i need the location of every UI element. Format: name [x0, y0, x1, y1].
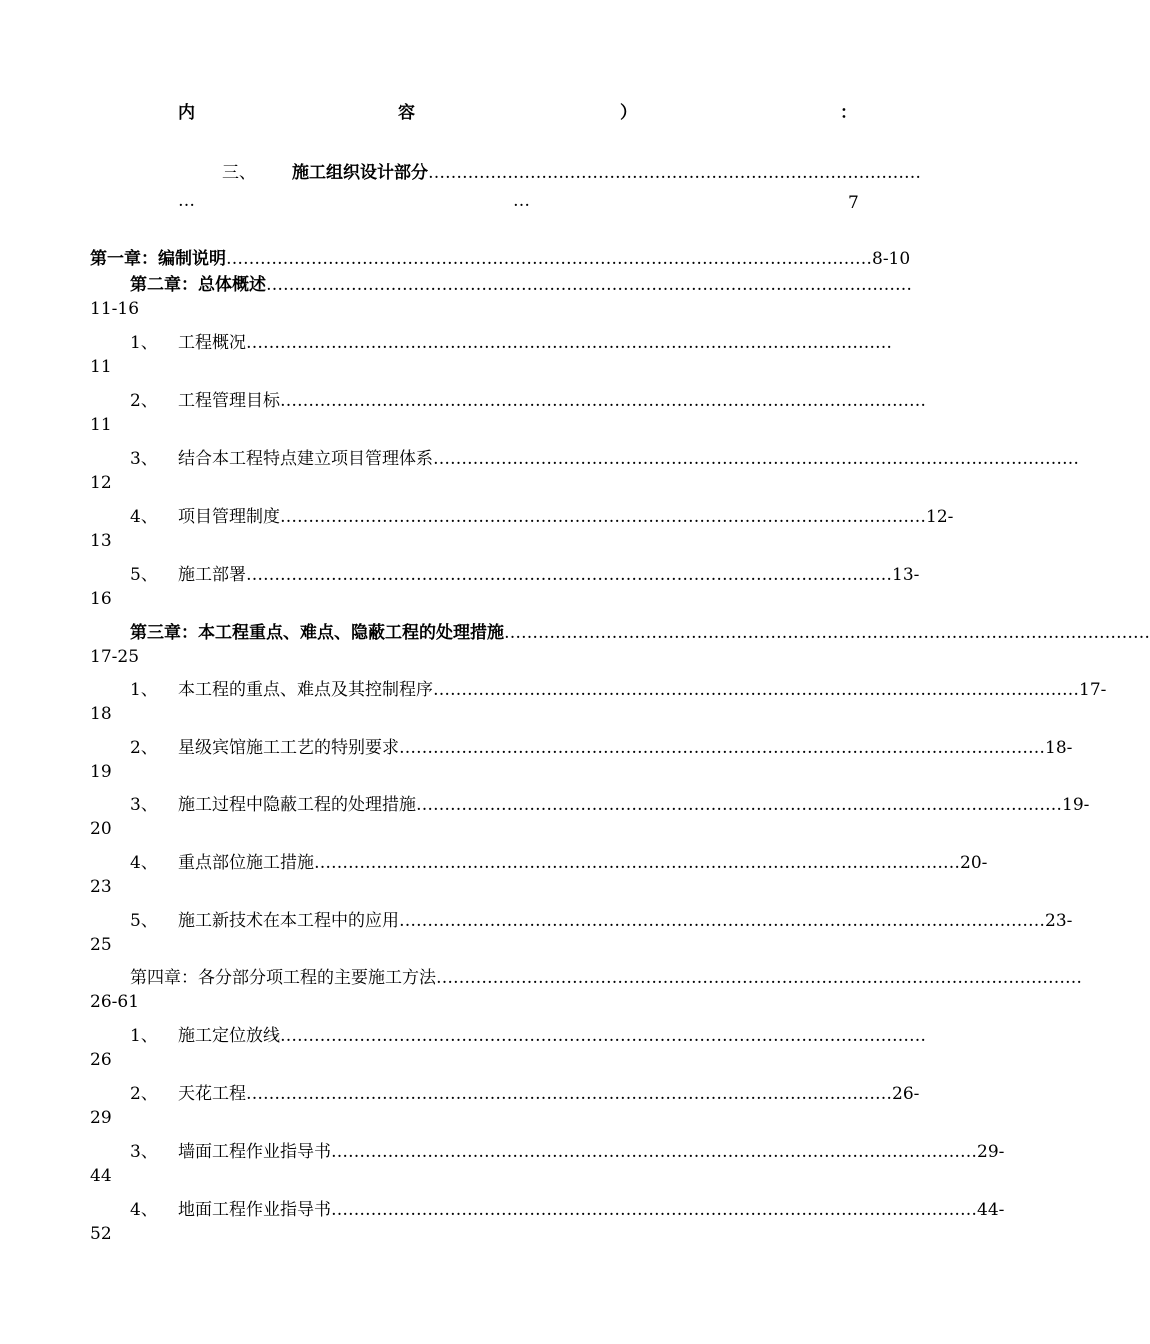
toc-item-title: 工程概况 — [178, 333, 246, 353]
toc-item-number: 1、 — [130, 333, 158, 353]
toc-item-title: 墙面工程作业指导书 — [178, 1142, 331, 1162]
toc-item-title: 重点部位施工措施 — [178, 853, 314, 873]
toc-leader-dots: …………………………………………………………………………………………………… — [314, 853, 960, 873]
toc-item-title: 施工部署 — [178, 565, 246, 585]
toc-item-number: 4、 — [130, 507, 158, 527]
toc-item-page-start: 12- — [926, 507, 954, 527]
toc-leader-dots: …………………………………………………………………………… — [428, 163, 921, 183]
toc-part-3-dots-left: … — [178, 191, 195, 211]
toc-leader-dots: …………………………………………………………………………………………………… — [331, 1200, 977, 1220]
toc-leader-dots: …………………………………………………………………………………………………… — [399, 911, 1045, 931]
toc-part-3-page: 7 — [848, 193, 859, 213]
toc-part-3-number: 三、 — [222, 163, 256, 183]
heading-char-2: 容 — [398, 103, 415, 123]
toc-item-number: 5、 — [130, 565, 158, 585]
toc-chapter-1[interactable] — [90, 246, 911, 270]
toc-leader-dots: …………………………………………………………………………………………………… — [266, 275, 912, 295]
toc-item[interactable] — [130, 388, 926, 412]
toc-item-number: 1、 — [130, 680, 158, 700]
toc-item-number: 3、 — [130, 1142, 158, 1162]
toc-item[interactable] — [130, 735, 1073, 759]
heading-char-4: ： — [840, 103, 857, 123]
toc-item-page-end: 44 — [90, 1166, 112, 1186]
toc-item-page-end: 13 — [90, 531, 112, 551]
toc-item[interactable] — [130, 850, 988, 874]
toc-item-page-end: 29 — [90, 1108, 112, 1128]
toc-item-page-start: 19- — [1062, 795, 1090, 815]
toc-part-3-title: 施工组织设计部分 — [292, 163, 428, 183]
toc-item-title: 星级宾馆施工工艺的特别要求 — [178, 738, 399, 758]
toc-part-3-dots-mid: … — [513, 191, 530, 211]
toc-item-page-end: 26 — [90, 1050, 112, 1070]
toc-leader-dots: …………………………………………………………………………………………………… — [416, 795, 1062, 815]
toc-chapter-4[interactable] — [130, 965, 1082, 989]
toc-item-page-start: 44- — [977, 1200, 1005, 1220]
toc-item-number: 5、 — [130, 911, 158, 931]
toc-item-page-start: 29- — [977, 1142, 1005, 1162]
toc-item-title: 工程管理目标 — [178, 391, 280, 411]
toc-item-title: 项目管理制度 — [178, 507, 280, 527]
toc-chapter-1-title: 第一章：编制说明 — [90, 249, 226, 269]
toc-item[interactable] — [130, 1023, 926, 1047]
toc-item[interactable] — [130, 504, 954, 528]
toc-item-number: 1、 — [130, 1026, 158, 1046]
toc-item-page-end: 11 — [90, 357, 112, 377]
toc-leader-dots: …………………………………………………………………………………………………… — [331, 1142, 977, 1162]
toc-item[interactable] — [130, 562, 920, 586]
toc-item[interactable] — [130, 1139, 1005, 1163]
toc-item-page-start: 13- — [892, 565, 920, 585]
toc-leader-dots: …………………………………………………………………………………………………… — [280, 507, 926, 527]
toc-item-title: 施工新技术在本工程中的应用 — [178, 911, 399, 931]
toc-chapter-2[interactable] — [130, 272, 912, 296]
toc-item-page-end: 11 — [90, 415, 112, 435]
toc-leader-dots: …………………………………………………………………………………………………… — [246, 333, 892, 353]
toc-item-page-start: 18- — [1045, 738, 1073, 758]
toc-item-number: 2、 — [130, 738, 158, 758]
toc-item-page-start: 20- — [960, 853, 988, 873]
toc-item-page-start: 17- — [1079, 680, 1107, 700]
toc-leader-dots: …………………………………………………………………………………………………… — [246, 1084, 892, 1104]
toc-chapter-3[interactable] — [130, 620, 1150, 644]
toc-leader-dots: …………………………………………………………………………………………………… — [399, 738, 1045, 758]
toc-item-title: 施工过程中隐蔽工程的处理措施 — [178, 795, 416, 815]
toc-leader-dots: …………………………………………………………………………………………………… — [246, 565, 892, 585]
toc-item-page-end: 25 — [90, 935, 112, 955]
toc-chapter-2-title: 第二章：总体概述 — [130, 275, 266, 295]
toc-item[interactable] — [130, 677, 1107, 701]
toc-item-page-end: 16 — [90, 589, 112, 609]
toc-item-number: 3、 — [130, 795, 158, 815]
toc-item-title: 结合本工程特点建立项目管理体系 — [178, 449, 433, 469]
toc-item[interactable] — [130, 446, 1079, 470]
toc-leader-dots: …………………………………………………………………………………………………… — [433, 680, 1079, 700]
toc-item-page-end: 23 — [90, 877, 112, 897]
toc-part-3[interactable] — [222, 160, 921, 184]
toc-leader-dots: …………………………………………………………………………………………………… — [433, 449, 1079, 469]
toc-leader-dots: …………………………………………………………………………………………………… — [504, 623, 1150, 643]
toc-item[interactable] — [130, 792, 1090, 816]
toc-chapter-2-pages: 11-16 — [90, 299, 140, 319]
toc-item-page-end: 20 — [90, 819, 112, 839]
toc-item-title: 施工定位放线 — [178, 1026, 280, 1046]
toc-item-page-start: 23- — [1045, 911, 1073, 931]
toc-item-page-end: 18 — [90, 704, 112, 724]
heading-char-1: 内 — [178, 103, 195, 123]
toc-item-number: 2、 — [130, 1084, 158, 1104]
toc-item-number: 3、 — [130, 449, 158, 469]
heading-char-3: ） — [620, 103, 637, 123]
toc-item-title: 天花工程 — [178, 1084, 246, 1104]
toc-leader-dots: …………………………………………………………………………………………………… — [280, 1026, 926, 1046]
toc-chapter-3-pages: 17-25 — [90, 647, 140, 667]
toc-item-number: 4、 — [130, 1200, 158, 1220]
toc-item[interactable] — [130, 1197, 1005, 1221]
toc-item-page-end: 19 — [90, 762, 112, 782]
toc-chapter-3-title: 第三章：本工程重点、难点、隐蔽工程的处理措施 — [130, 623, 504, 643]
toc-leader-dots: …………………………………………………………………………………………………… — [226, 249, 872, 269]
toc-item-page-start: 26- — [892, 1084, 920, 1104]
toc-chapter-4-pages: 26-61 — [90, 992, 140, 1012]
toc-item[interactable] — [130, 1081, 920, 1105]
toc-item-number: 4、 — [130, 853, 158, 873]
toc-leader-dots: …………………………………………………………………………………………………… — [280, 391, 926, 411]
toc-item-page-end: 12 — [90, 473, 112, 493]
toc-item-title: 本工程的重点、难点及其控制程序 — [178, 680, 433, 700]
toc-item[interactable] — [130, 330, 892, 354]
toc-chapter-1-pages: 8-10 — [872, 249, 911, 269]
toc-item-number: 2、 — [130, 391, 158, 411]
toc-leader-dots: …………………………………………………………………………………………………… — [436, 968, 1082, 988]
toc-chapter-4-title: 第四章：各分部分项工程的主要施工方法 — [130, 968, 436, 988]
toc-item-page-end: 52 — [90, 1224, 112, 1244]
toc-item[interactable] — [130, 908, 1073, 932]
toc-item-title: 地面工程作业指导书 — [178, 1200, 331, 1220]
